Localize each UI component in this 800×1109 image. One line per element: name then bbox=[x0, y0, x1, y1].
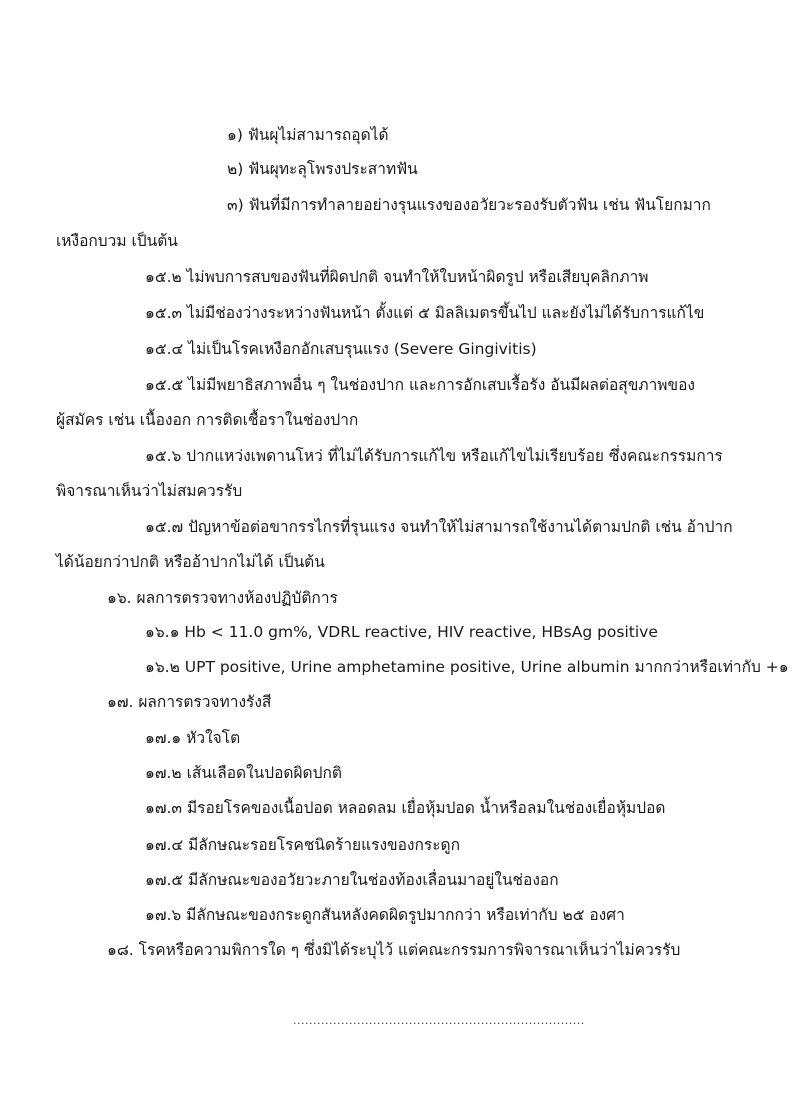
item-16-2: ๑๖.๒ UPT positive, Urine amphetamine positive, Urine albumin มากกว่าหรือเท่ากับ +๑ bbox=[145, 658, 789, 676]
item-17-2: ๑๗.๒ เส้นเลือดในปอดผิดปกติ bbox=[145, 764, 342, 782]
item-17-6: ๑๗.๖ มีลักษณะของกระดูกสันหลังคดผิดรูปมากกว่า หรือเท่ากับ ๒๕ องศา bbox=[145, 906, 625, 924]
item-15-5: ๑๕.๕ ไม่มีพยาธิสภาพอื่น ๆ ในช่องปาก และการอักเสบเรื้อรัง อันมีผลต่อสุขภาพของ bbox=[145, 376, 695, 394]
item-17: ๑๗. ผลการตรวจทางรังสี bbox=[107, 693, 272, 711]
item-1: ๑) ฟันผุไม่สามารถอุดได้ bbox=[227, 126, 389, 144]
item-17-3: ๑๗.๓ มีรอยโรคของเนื้อปอด หลอดลม เยื่อหุ้มปอด น้ำหรือลมในช่องเยื่อหุ้มปอด bbox=[145, 799, 666, 817]
item-15-5-cont: ผู้สมัคร เช่น เนื้องอก การติดเชื้อราในช่องปาก bbox=[56, 411, 359, 429]
item-15-2: ๑๕.๒ ไม่พบการสบของฟันที่ผิดปกติ จนทำให้ใบหน้าผิดรูป หรือเสียบุคลิกภาพ bbox=[145, 268, 649, 286]
item-2: ๒) ฟันผุทะลุโพรงประสาทฟัน bbox=[227, 160, 418, 178]
item-15-4: ๑๕.๔ ไม่เป็นโรคเหงือกอักเสบรุนแรง (Severe Gingivitis) bbox=[145, 340, 537, 358]
item-15-7: ๑๕.๗ ปัญหาข้อต่อขากรรไกรที่รุนแรง จนทำให้ไม่สามารถใช้งานได้ตามปกติ เช่น อ้าปาก bbox=[145, 518, 733, 536]
item-15-6: ๑๕.๖ ปากแหว่งเพดานโหว่ ที่ไม่ได้รับการแก้ไข หรือแก้ไขไม่เรียบร้อย ซึ่งคณะกรรมการ bbox=[145, 447, 723, 465]
item-16: ๑๖. ผลการตรวจทางห้องปฏิบัติการ bbox=[107, 589, 338, 607]
end-dotted-line: ......................................................................... bbox=[293, 1014, 585, 1027]
item-3: ๓) ฟันที่มีการทำลายอย่างรุนแรงของอวัยวะรองรับตัวฟัน เช่น ฟันโยกมาก bbox=[227, 196, 711, 214]
item-3-cont: เหงือกบวม เป็นต้น bbox=[56, 232, 178, 250]
item-17-5: ๑๗.๕ มีลักษณะของอวัยวะภายในช่องท้องเลื่อนมาอยู่ในช่องอก bbox=[145, 871, 559, 889]
item-15-3: ๑๕.๓ ไม่มีช่องว่างระหว่างฟันหน้า ตั้งแต่ ๕ มิลลิเมตรขึ้นไป และยังไม่ได้รับการแก้ไข bbox=[145, 304, 705, 322]
item-15-7-cont: ได้น้อยกว่าปกติ หรืออ้าปากไม่ได้ เป็นต้น bbox=[56, 553, 325, 571]
item-15-6-cont: พิจารณาเห็นว่าไม่สมควรรับ bbox=[56, 482, 243, 500]
item-16-1: ๑๖.๑ Hb < 11.0 gm%, VDRL reactive, HIV reactive, HBsAg positive bbox=[145, 623, 658, 641]
item-17-1: ๑๗.๑ หัวใจโต bbox=[145, 729, 241, 747]
item-17-4: ๑๗.๔ มีลักษณะรอยโรคชนิดร้ายแรงของกระดูก bbox=[145, 836, 460, 854]
item-18: ๑๘. โรคหรือความพิการใด ๆ ซึ่งมิได้ระบุไว้ แต่คณะกรรมการพิจารณาเห็นว่าไม่ควรรับ bbox=[107, 941, 681, 959]
